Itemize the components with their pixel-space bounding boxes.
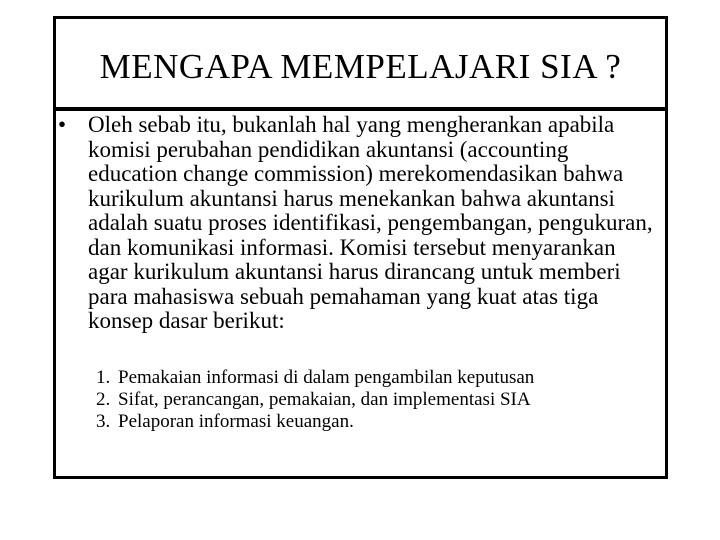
- list-item-text: Pemakaian informasi di dalam pengambilan keputusan: [118, 367, 535, 388]
- bullet-icon: •: [58, 112, 67, 137]
- list-item: [96, 390, 636, 410]
- slide-title: MENGAPA MEMPELAJARI SIA ?: [99, 47, 622, 86]
- numbered-list: [96, 368, 636, 434]
- list-item-text: Sifat, perancangan, pemakaian, dan implementasi SIA: [118, 389, 531, 410]
- bullet-text: Oleh sebab itu, bukanlah hal yang mengherankan apabila komisi perubahan pendidikan akuntansi (accounting education change commission) merekomendasikan bahwa kurikulum akuntansi harus menekankan bahwa akuntansi adalah suatu proses identifikasi, pengembangan, pengukuran, dan komunikasi informasi. Komisi tersebut menyarankan agar kurikulum akuntansi harus dirancang untuk memberi para mahasiswa sebuah pemahaman yang kuat atas tiga konsep dasar berikut:: [88, 112, 653, 333]
- title-box: [53, 16, 668, 111]
- list-item: [96, 412, 636, 432]
- list-item: [96, 368, 636, 388]
- list-item-number: 1.: [96, 367, 111, 388]
- list-item-number: 2.: [96, 389, 111, 410]
- list-item-number: 3.: [96, 411, 111, 432]
- list-item-text: Pelaporan informasi keuangan.: [118, 411, 354, 432]
